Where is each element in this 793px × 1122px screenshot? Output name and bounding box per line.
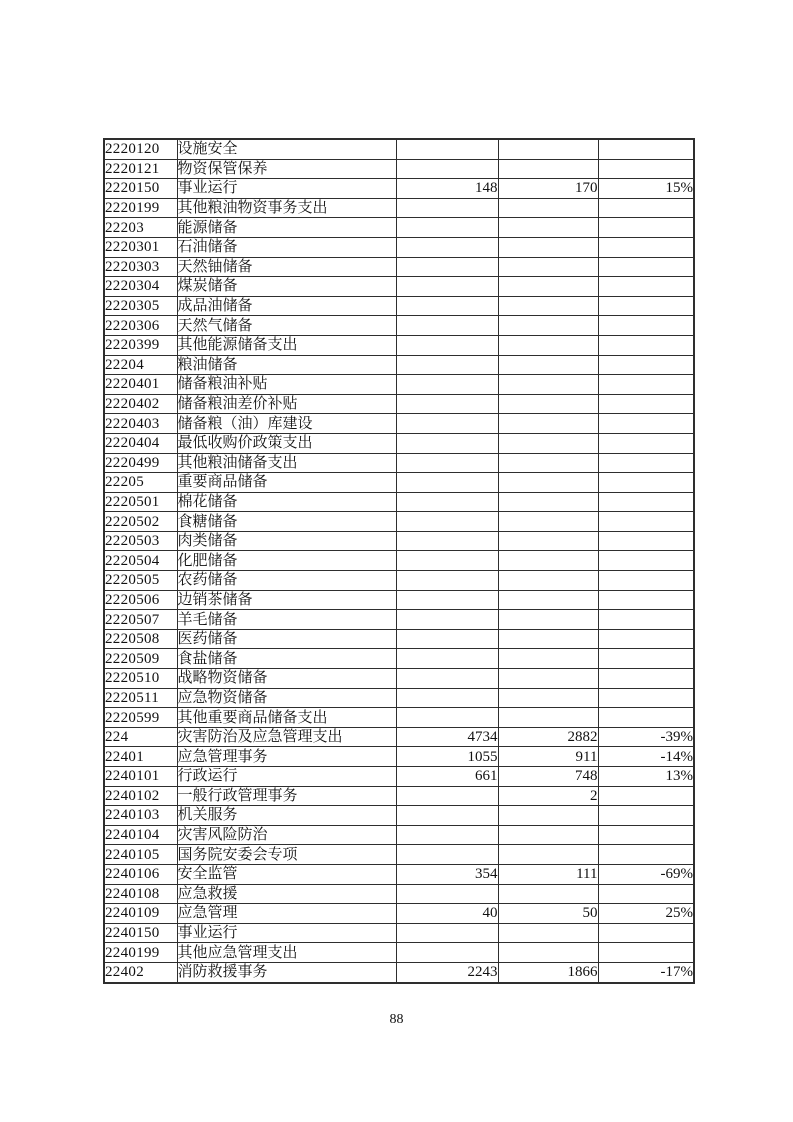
cell-value1 <box>396 277 498 297</box>
table-row <box>104 316 694 336</box>
cell-value1 <box>396 786 498 806</box>
cell-value1 <box>396 414 498 434</box>
table-row <box>104 904 694 924</box>
cell-code: 2220599 <box>104 708 177 728</box>
cell-percent <box>598 825 694 845</box>
cell-value2 <box>498 492 598 512</box>
cell-name: 应急管理事务 <box>177 747 396 767</box>
cell-percent <box>598 433 694 453</box>
cell-name: 其他粮油物资事务支出 <box>177 198 396 218</box>
cell-percent <box>598 590 694 610</box>
cell-value1 <box>396 551 498 571</box>
cell-code: 2220305 <box>104 296 177 316</box>
cell-name: 灾害风险防治 <box>177 825 396 845</box>
cell-percent <box>598 139 694 159</box>
cell-name: 粮油储备 <box>177 355 396 375</box>
cell-percent <box>598 845 694 865</box>
table-row <box>104 257 694 277</box>
cell-value2 <box>498 649 598 669</box>
cell-value2 <box>498 316 598 336</box>
cell-code: 2220506 <box>104 590 177 610</box>
table-row <box>104 708 694 728</box>
table-row <box>104 649 694 669</box>
cell-code: 2240104 <box>104 825 177 845</box>
cell-percent <box>598 277 694 297</box>
cell-code: 2240109 <box>104 904 177 924</box>
cell-value1 <box>396 237 498 257</box>
cell-code: 2240150 <box>104 923 177 943</box>
cell-value1 <box>396 257 498 277</box>
cell-name: 国务院安委会专项 <box>177 845 396 865</box>
cell-percent <box>598 198 694 218</box>
table-row <box>104 551 694 571</box>
cell-percent <box>598 531 694 551</box>
budget-table-body <box>104 139 694 983</box>
table-row <box>104 629 694 649</box>
cell-value1 <box>396 610 498 630</box>
table-row <box>104 943 694 963</box>
cell-value2 <box>498 277 598 297</box>
table-row <box>104 139 694 159</box>
cell-code: 2220505 <box>104 571 177 591</box>
table-row <box>104 237 694 257</box>
cell-percent: 25% <box>598 904 694 924</box>
cell-code: 2220403 <box>104 414 177 434</box>
table-row <box>104 159 694 179</box>
cell-name: 机关服务 <box>177 806 396 826</box>
cell-value2 <box>498 453 598 473</box>
cell-value2 <box>498 414 598 434</box>
table-row <box>104 218 694 238</box>
table-row <box>104 884 694 904</box>
table-row <box>104 512 694 532</box>
cell-percent <box>598 649 694 669</box>
table-row <box>104 923 694 943</box>
cell-code: 2240108 <box>104 884 177 904</box>
cell-code: 2220507 <box>104 610 177 630</box>
cell-code: 2240103 <box>104 806 177 826</box>
cell-percent <box>598 257 694 277</box>
cell-percent <box>598 551 694 571</box>
cell-name: 行政运行 <box>177 767 396 787</box>
table-row <box>104 962 694 982</box>
page-number: 88 <box>389 1012 404 1027</box>
cell-name: 羊毛储备 <box>177 610 396 630</box>
cell-code: 2220499 <box>104 453 177 473</box>
cell-value1 <box>396 923 498 943</box>
cell-value2 <box>498 708 598 728</box>
cell-value1 <box>396 649 498 669</box>
cell-value1: 1055 <box>396 747 498 767</box>
cell-name: 成品油储备 <box>177 296 396 316</box>
table-row <box>104 277 694 297</box>
cell-percent <box>598 335 694 355</box>
table-row <box>104 864 694 884</box>
cell-value1 <box>396 433 498 453</box>
cell-percent <box>598 316 694 336</box>
cell-value2 <box>498 590 598 610</box>
cell-name: 重要商品储备 <box>177 473 396 493</box>
cell-value1 <box>396 139 498 159</box>
cell-value1 <box>396 375 498 395</box>
cell-value2: 50 <box>498 904 598 924</box>
cell-value2: 170 <box>498 179 598 199</box>
cell-value2 <box>498 218 598 238</box>
cell-code: 2220199 <box>104 198 177 218</box>
cell-name: 其他能源储备支出 <box>177 335 396 355</box>
cell-value2 <box>498 139 598 159</box>
table-row <box>104 296 694 316</box>
cell-value2: 911 <box>498 747 598 767</box>
cell-name: 食糖储备 <box>177 512 396 532</box>
cell-code: 2240199 <box>104 943 177 963</box>
cell-code: 2220401 <box>104 375 177 395</box>
cell-percent <box>598 375 694 395</box>
table-row <box>104 786 694 806</box>
cell-code: 2220509 <box>104 649 177 669</box>
table-row <box>104 394 694 414</box>
cell-percent <box>598 492 694 512</box>
cell-code: 2220304 <box>104 277 177 297</box>
cell-code: 22205 <box>104 473 177 493</box>
cell-percent <box>598 884 694 904</box>
cell-code: 2220150 <box>104 179 177 199</box>
cell-percent: -69% <box>598 864 694 884</box>
cell-value2: 2882 <box>498 727 598 747</box>
cell-value2 <box>498 943 598 963</box>
cell-code: 2220120 <box>104 139 177 159</box>
cell-code: 2220306 <box>104 316 177 336</box>
cell-code: 2240101 <box>104 767 177 787</box>
cell-name: 肉类储备 <box>177 531 396 551</box>
cell-value1 <box>396 453 498 473</box>
table-row <box>104 747 694 767</box>
cell-percent <box>598 218 694 238</box>
cell-name: 天然气储备 <box>177 316 396 336</box>
cell-value1 <box>396 198 498 218</box>
cell-percent <box>598 943 694 963</box>
cell-percent <box>598 669 694 689</box>
table-row <box>104 179 694 199</box>
cell-code: 2220121 <box>104 159 177 179</box>
cell-value2 <box>498 335 598 355</box>
cell-code: 22401 <box>104 747 177 767</box>
cell-value2 <box>498 884 598 904</box>
cell-code: 2220301 <box>104 237 177 257</box>
table-row <box>104 669 694 689</box>
cell-name: 医药储备 <box>177 629 396 649</box>
cell-percent <box>598 786 694 806</box>
table-row <box>104 375 694 395</box>
cell-percent <box>598 453 694 473</box>
cell-name: 应急管理 <box>177 904 396 924</box>
cell-value1: 2243 <box>396 962 498 982</box>
table-row <box>104 727 694 747</box>
cell-percent <box>598 414 694 434</box>
cell-value2 <box>498 198 598 218</box>
cell-value1 <box>396 159 498 179</box>
cell-value1 <box>396 316 498 336</box>
cell-value1 <box>396 218 498 238</box>
cell-value1 <box>396 531 498 551</box>
cell-name: 应急物资储备 <box>177 688 396 708</box>
cell-percent <box>598 473 694 493</box>
cell-value2: 748 <box>498 767 598 787</box>
cell-value2 <box>498 512 598 532</box>
cell-code: 2220511 <box>104 688 177 708</box>
table-row <box>104 335 694 355</box>
cell-value1 <box>396 590 498 610</box>
cell-value2 <box>498 473 598 493</box>
cell-value2 <box>498 531 598 551</box>
cell-code: 22402 <box>104 962 177 982</box>
cell-percent: -39% <box>598 727 694 747</box>
cell-value2 <box>498 845 598 865</box>
cell-value2 <box>498 296 598 316</box>
cell-name: 事业运行 <box>177 923 396 943</box>
cell-value2 <box>498 375 598 395</box>
cell-value2 <box>498 571 598 591</box>
cell-value2 <box>498 159 598 179</box>
cell-code: 2220399 <box>104 335 177 355</box>
cell-value1 <box>396 296 498 316</box>
cell-value1 <box>396 571 498 591</box>
table-row <box>104 767 694 787</box>
cell-value1 <box>396 355 498 375</box>
table-row <box>104 198 694 218</box>
cell-percent <box>598 806 694 826</box>
cell-code: 2220510 <box>104 669 177 689</box>
cell-percent <box>598 394 694 414</box>
cell-code: 2220303 <box>104 257 177 277</box>
cell-code: 2220508 <box>104 629 177 649</box>
cell-name: 储备粮油差价补贴 <box>177 394 396 414</box>
cell-code: 2220402 <box>104 394 177 414</box>
cell-name: 能源储备 <box>177 218 396 238</box>
table-row <box>104 610 694 630</box>
cell-value2 <box>498 629 598 649</box>
table-row <box>104 453 694 473</box>
cell-value1 <box>396 825 498 845</box>
table-row <box>104 688 694 708</box>
cell-percent: 13% <box>598 767 694 787</box>
cell-code: 2240105 <box>104 845 177 865</box>
cell-name: 棉花储备 <box>177 492 396 512</box>
cell-value1 <box>396 688 498 708</box>
cell-value1: 148 <box>396 179 498 199</box>
cell-code: 2220503 <box>104 531 177 551</box>
cell-percent <box>598 237 694 257</box>
cell-value1: 40 <box>396 904 498 924</box>
cell-value1 <box>396 492 498 512</box>
cell-value2 <box>498 355 598 375</box>
cell-percent <box>598 512 694 532</box>
cell-name: 食盐储备 <box>177 649 396 669</box>
cell-value1: 354 <box>396 864 498 884</box>
cell-percent <box>598 571 694 591</box>
cell-code: 2220502 <box>104 512 177 532</box>
table-row <box>104 473 694 493</box>
cell-value2 <box>498 610 598 630</box>
cell-name: 物资保管保养 <box>177 159 396 179</box>
cell-name: 设施安全 <box>177 139 396 159</box>
cell-value1 <box>396 943 498 963</box>
cell-code: 2220504 <box>104 551 177 571</box>
cell-value1 <box>396 629 498 649</box>
cell-percent: -17% <box>598 962 694 982</box>
cell-name: 战略物资储备 <box>177 669 396 689</box>
cell-name: 其他重要商品储备支出 <box>177 708 396 728</box>
table-row <box>104 825 694 845</box>
cell-name: 事业运行 <box>177 179 396 199</box>
cell-name: 天然铀储备 <box>177 257 396 277</box>
cell-value1 <box>396 394 498 414</box>
cell-code: 22203 <box>104 218 177 238</box>
cell-name: 一般行政管理事务 <box>177 786 396 806</box>
cell-name: 其他粮油储备支出 <box>177 453 396 473</box>
cell-name: 最低收购价政策支出 <box>177 433 396 453</box>
cell-value2 <box>498 237 598 257</box>
table-row <box>104 414 694 434</box>
cell-value2 <box>498 669 598 689</box>
cell-percent <box>598 355 694 375</box>
cell-percent <box>598 923 694 943</box>
cell-value1: 4734 <box>396 727 498 747</box>
cell-name: 灾害防治及应急管理支出 <box>177 727 396 747</box>
cell-value2 <box>498 688 598 708</box>
cell-name: 应急救援 <box>177 884 396 904</box>
cell-code: 2220501 <box>104 492 177 512</box>
cell-value2 <box>498 551 598 571</box>
cell-value2: 111 <box>498 864 598 884</box>
cell-value1 <box>396 335 498 355</box>
cell-name: 农药储备 <box>177 571 396 591</box>
cell-name: 化肥储备 <box>177 551 396 571</box>
cell-code: 2220404 <box>104 433 177 453</box>
cell-value2: 2 <box>498 786 598 806</box>
cell-name: 储备粮油补贴 <box>177 375 396 395</box>
cell-value2: 1866 <box>498 962 598 982</box>
table-row <box>104 433 694 453</box>
table-row <box>104 845 694 865</box>
cell-percent <box>598 159 694 179</box>
cell-value2 <box>498 806 598 826</box>
cell-code: 22204 <box>104 355 177 375</box>
table-row <box>104 355 694 375</box>
cell-name: 安全监管 <box>177 864 396 884</box>
cell-name: 煤炭储备 <box>177 277 396 297</box>
cell-value1: 661 <box>396 767 498 787</box>
table-row <box>104 571 694 591</box>
budget-table <box>103 138 695 984</box>
cell-name: 边销茶储备 <box>177 590 396 610</box>
cell-code: 224 <box>104 727 177 747</box>
cell-percent <box>598 296 694 316</box>
cell-percent: -14% <box>598 747 694 767</box>
cell-value1 <box>396 512 498 532</box>
cell-name: 其他应急管理支出 <box>177 943 396 963</box>
cell-value1 <box>396 845 498 865</box>
table-row <box>104 492 694 512</box>
table-row <box>104 590 694 610</box>
table-row <box>104 806 694 826</box>
cell-code: 2240102 <box>104 786 177 806</box>
cell-value1 <box>396 806 498 826</box>
cell-value1 <box>396 708 498 728</box>
cell-percent <box>598 708 694 728</box>
cell-value2 <box>498 825 598 845</box>
cell-percent: 15% <box>598 179 694 199</box>
cell-value2 <box>498 433 598 453</box>
cell-name: 储备粮（油）库建设 <box>177 414 396 434</box>
cell-name: 石油储备 <box>177 237 396 257</box>
cell-name: 消防救援事务 <box>177 962 396 982</box>
cell-value1 <box>396 669 498 689</box>
cell-percent <box>598 688 694 708</box>
cell-value2 <box>498 394 598 414</box>
cell-percent <box>598 629 694 649</box>
cell-value2 <box>498 257 598 277</box>
table-row <box>104 531 694 551</box>
cell-value1 <box>396 473 498 493</box>
cell-value2 <box>498 923 598 943</box>
cell-value1 <box>396 884 498 904</box>
cell-code: 2240106 <box>104 864 177 884</box>
cell-percent <box>598 610 694 630</box>
